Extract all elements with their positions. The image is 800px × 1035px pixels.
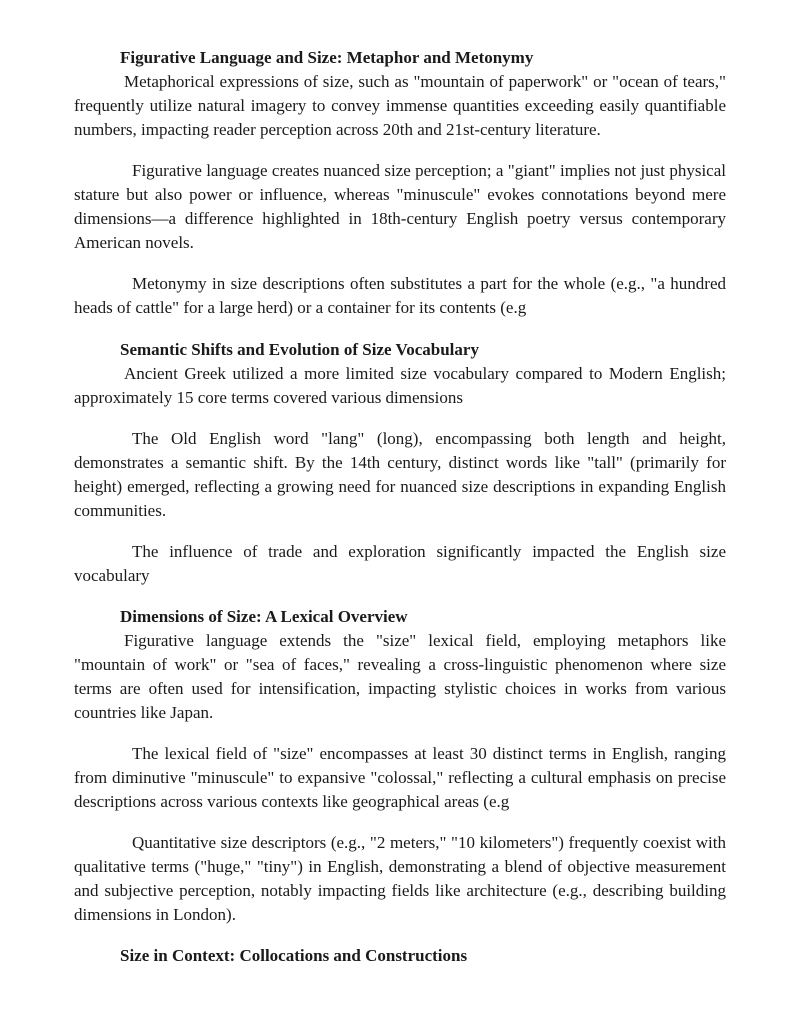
paragraph: Figurative language creates nuanced size perception; a "giant" implies not just physical stature but also power or influence, whereas "minuscule" evokes connotations beyond mere dimensions—a difference highlighted in 18th-century English poetry versus contemporary American novels. — [74, 161, 726, 252]
section-heading: Dimensions of Size: A Lexical Overview — [120, 607, 408, 626]
paragraph: Ancient Greek utilized a more limited size vocabulary compared to Modern English; approximately 15 core terms covered various dimensions — [74, 364, 726, 407]
section-heading: Semantic Shifts and Evolution of Size Vocabulary — [120, 340, 479, 359]
paragraph: The influence of trade and exploration significantly impacted the English size vocabulary — [74, 542, 726, 585]
document-page — [74, 46, 726, 968]
section-semantic-shifts — [74, 338, 726, 588]
section-figurative-language — [74, 46, 726, 320]
paragraph: Figurative language extends the "size" lexical field, employing metaphors like "mountain of work" or "sea of faces," revealing a cross-linguistic phenomenon where size terms are often used for intensification, impacting stylistic choices in works from various countries like Japan. — [74, 631, 726, 722]
paragraph: The Old English word "lang" (long), encompassing both length and height, demonstrates a semantic shift. By the 14th century, distinct words like "tall" (primarily for height) emerged, reflecting a growing need for nuanced size descriptions in expanding English communities. — [74, 429, 726, 520]
paragraph: Quantitative size descriptors (e.g., "2 meters," "10 kilometers") frequently coexist with qualitative terms ("huge," "tiny") in English, demonstrating a blend of objective measurement and subjective perception, notably impacting fields like architecture (e.g., describing building dimensions in London). — [74, 833, 726, 924]
section-heading: Figurative Language and Size: Metaphor and Metonymy — [120, 48, 534, 67]
paragraph: Metonymy in size descriptions often substitutes a part for the whole (e.g., "a hundred heads of cattle" for a large herd) or a container for its contents (e.g — [74, 274, 726, 317]
section-dimensions-of-size — [74, 605, 726, 927]
section-size-in-context — [74, 944, 726, 968]
paragraph: Metaphorical expressions of size, such as "mountain of paperwork" or "ocean of tears," frequently utilize natural imagery to convey immense quantities exceeding easily quantifiable numbers, impacting reader perception across 20th and 21st-century literature. — [74, 72, 726, 139]
section-heading: Size in Context: Collocations and Constructions — [120, 946, 468, 965]
paragraph: The lexical field of "size" encompasses at least 30 distinct terms in English, ranging from diminutive "minuscule" to expansive "colossal," reflecting a cultural emphasis on precise descriptions across various contexts like geographical areas (e.g — [74, 744, 726, 811]
